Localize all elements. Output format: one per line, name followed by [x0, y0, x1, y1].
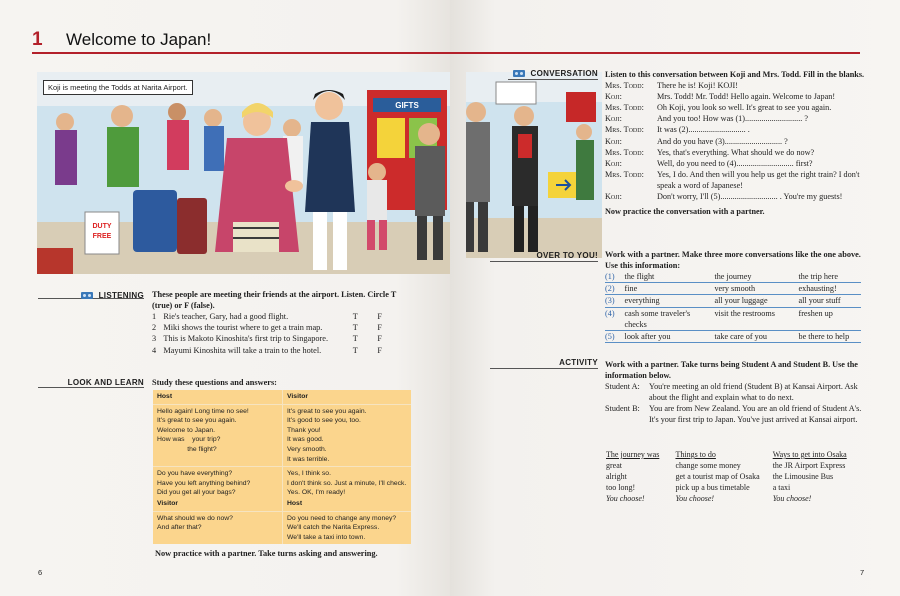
- listening-item: [152, 345, 402, 356]
- visitor-host-table: [153, 497, 411, 544]
- svg-text:DUTY: DUTY: [92, 223, 112, 230]
- activity-options: [606, 449, 862, 504]
- speaker: Mrs. Todd:: [605, 169, 644, 179]
- true-option[interactable]: T: [352, 345, 358, 355]
- column-header: The journey was: [606, 450, 660, 459]
- conversation-rule: [508, 79, 598, 80]
- speaker: Mrs. Todd:: [605, 81, 644, 91]
- airport-illustration-left: [37, 72, 450, 274]
- cell: exhausting!: [798, 284, 837, 294]
- you-choose: You choose!: [606, 494, 645, 503]
- page-number-left: 6: [38, 568, 43, 577]
- unit-number: 1: [32, 29, 43, 50]
- activity-rule: [490, 368, 598, 369]
- dialogue-line: [605, 80, 865, 91]
- student-text: You are from New Zealand. You are an old friend of Student A's. It's your first trip to Japan. You've just arrived at Kansai airport.: [649, 404, 862, 425]
- title-rule-right: [450, 52, 860, 54]
- student-b: [605, 403, 865, 425]
- phrase: Did you get all your bags?: [157, 489, 236, 497]
- item-text: This is Makoto Kinoshita's first trip to Singapore.: [163, 334, 329, 344]
- host-phrases: [153, 467, 282, 500]
- row-number: (5): [605, 332, 615, 342]
- phrase: And after that?: [157, 524, 202, 532]
- cell: the journey: [714, 272, 752, 281]
- item-text: Rie's teacher, Gary, had a good flight.: [163, 312, 289, 321]
- conversation-instruction: Listen to this conversation between Koji and Mrs. Todd. Fill in the blanks.: [605, 70, 865, 79]
- look-learn-instruction: Study these questions and answers:: [152, 378, 277, 387]
- false-option[interactable]: F: [377, 345, 382, 355]
- conversation-practice: Now practice the conversation with a partner.: [605, 207, 765, 217]
- cell: visit the restrooms: [714, 308, 775, 318]
- phrase: What should we do now?: [157, 514, 233, 522]
- host-header: Host: [282, 497, 411, 511]
- phrase: I don't think so. Just a minute, I'll check.: [287, 479, 407, 487]
- item-number: 2: [152, 323, 157, 333]
- speaker: Koji:: [605, 136, 622, 146]
- table-row: [605, 295, 861, 307]
- cell: freshen up: [798, 308, 833, 318]
- listening-instruction: These people are meeting their friends at the airport. Listen. Circle T (true) or F (false).: [152, 290, 397, 310]
- phrase: It's great to see you again.: [157, 417, 237, 425]
- item-text: Mayumi Kinoshita will take a train to the hotel.: [163, 345, 322, 355]
- cell: all your stuff: [798, 296, 841, 306]
- speaker: Mrs. Todd:: [605, 125, 644, 135]
- phrase: It's good to see you, too.: [287, 417, 361, 425]
- visitor-phrases: [282, 405, 411, 467]
- table-row: [153, 466, 411, 500]
- listening-item: [152, 322, 402, 333]
- dialogue-line: [605, 91, 865, 102]
- option: pick up a bus timetable: [675, 483, 750, 492]
- listening-item: [152, 333, 402, 344]
- phrase: It was terrible.: [287, 455, 330, 463]
- option: too long!: [606, 483, 636, 492]
- options-column: [675, 449, 772, 504]
- dialogue-line: [605, 147, 865, 158]
- column-header: Things to do: [675, 450, 716, 459]
- student-label: Student A:: [605, 382, 640, 392]
- table-header: [153, 390, 411, 404]
- column-header: Ways to get into Osaka: [772, 450, 847, 459]
- page-number-right: 7: [860, 568, 865, 577]
- over-to-you-label: OVER TO YOU!: [536, 251, 598, 260]
- airport-scene-right-image: [466, 72, 602, 258]
- cell: be there to help: [798, 332, 850, 342]
- airport-scene-image: [37, 72, 450, 274]
- listening-list: [152, 311, 402, 356]
- student-text: You're meeting an old friend (Student B) at Kansai Airport. Ask about the flight and explain what to do next.: [649, 382, 858, 403]
- over-to-you-rule: [490, 261, 598, 262]
- cd-audio-icon: [81, 292, 93, 299]
- phrase: Yes, I think so.: [287, 470, 331, 478]
- conversation-block: [605, 69, 865, 217]
- listening-label-text: LISTENING: [98, 291, 144, 300]
- shop-sign: GIFTS: [395, 101, 419, 110]
- table-row: [605, 308, 861, 331]
- table-header: [153, 497, 411, 511]
- activity-label: ACTIVITY: [559, 358, 598, 367]
- option: the JR Airport Express: [772, 461, 846, 470]
- row-number: (3): [605, 296, 615, 306]
- speaker: Koji:: [605, 158, 622, 168]
- item-number: 1: [152, 312, 157, 321]
- phrase: Yes. OK, I'm ready!: [287, 489, 346, 497]
- option: change some money: [675, 461, 741, 470]
- phrase: Thank you!: [287, 426, 321, 434]
- fill-blank-3[interactable]: And do you have (3)............................ ?: [657, 136, 788, 146]
- table-row: [153, 404, 411, 467]
- true-option[interactable]: T: [352, 312, 358, 321]
- row-number: (1): [605, 272, 615, 281]
- phrase: Very smooth.: [287, 445, 327, 453]
- cd-audio-icon: [513, 70, 525, 77]
- false-option[interactable]: F: [377, 323, 382, 333]
- option: get a tourist map of Osaka: [675, 472, 760, 481]
- fill-blank-2[interactable]: It was (2)............................ .: [657, 125, 750, 135]
- title-rule: [32, 52, 450, 54]
- phrase: the flight?: [157, 445, 217, 453]
- host-header: Host: [157, 393, 173, 400]
- dialogue-line: [605, 158, 865, 169]
- phrase: Do you have everything?: [157, 470, 233, 478]
- look-learn-rule: [38, 387, 144, 388]
- visitor-header: Visitor: [157, 500, 179, 507]
- true-option[interactable]: T: [352, 334, 358, 344]
- line-text: Yes, I do. And then will you help us get the right train? I don't speak a word of Japanese!: [657, 169, 860, 190]
- host-visitor-table: [153, 390, 411, 500]
- line-text: Mrs. Todd! Mr. Todd! Hello again. Welcome to Japan!: [657, 92, 836, 102]
- line-text: Yes, that's everything. What should we do now?: [657, 147, 815, 157]
- you-choose: You choose!: [772, 494, 812, 503]
- item-number: 3: [152, 334, 157, 344]
- airport-illustration-right: [466, 72, 602, 258]
- phrase: How was your trip?: [157, 436, 221, 444]
- table-row: [605, 283, 861, 295]
- phrase: Hello again! Long time no see!: [157, 407, 249, 415]
- visitor-phrases: [282, 467, 411, 500]
- option: great: [606, 461, 622, 470]
- cell: all your luggage: [714, 296, 768, 306]
- activity-instruction: Work with a partner. Take turns being Student A and Student B. Use the information below.: [605, 360, 858, 381]
- dialogue-line: [605, 169, 865, 191]
- fill-blank-5[interactable]: Don't worry, I'll (5)............................ . You're my guests!: [657, 192, 843, 202]
- listening-label: [40, 291, 144, 300]
- cell: fine: [624, 284, 638, 294]
- unit-title: Welcome to Japan!: [66, 30, 212, 49]
- line-text: Oh Koji, you look so well. It's great to see you again.: [657, 103, 832, 113]
- cell: take care of you: [714, 332, 767, 342]
- fill-blank-1[interactable]: And you too! How was (1)............................ ?: [657, 114, 808, 124]
- visitor-phrases: [153, 512, 282, 545]
- speaker: Koji:: [605, 92, 622, 102]
- item-number: 4: [152, 345, 157, 355]
- options-column: [606, 449, 675, 504]
- option: the Limousine Bus: [772, 472, 834, 481]
- cell: look after you: [624, 332, 671, 342]
- speaker: Koji:: [605, 192, 622, 202]
- true-option[interactable]: T: [352, 323, 358, 333]
- dialogue-line: [605, 136, 865, 147]
- student-a: [605, 381, 865, 403]
- phrase: Have you left anything behind?: [157, 479, 251, 487]
- options-column: [773, 449, 862, 504]
- speaker: Mrs. Todd:: [605, 103, 644, 113]
- you-choose: You choose!: [675, 494, 715, 503]
- phrase: Do you need to change any money?: [287, 514, 397, 522]
- phrase: We'll take a taxi into town.: [287, 533, 366, 541]
- over-to-you-instruction: Work with a partner. Make three more conversations like the one above. Use this information:: [605, 250, 861, 270]
- row-number: (2): [605, 284, 615, 294]
- cell: cash some traveler's checks: [624, 308, 691, 329]
- option: a taxi: [772, 483, 791, 492]
- speaker: Mrs. Todd:: [605, 147, 644, 157]
- item-text: Miki shows the tourist where to get a train map.: [163, 323, 323, 333]
- table-row: [605, 331, 861, 343]
- look-learn-label: LOOK AND LEARN: [67, 378, 144, 387]
- host-phrases: [282, 512, 411, 545]
- option: alright: [606, 472, 627, 481]
- table-row: [153, 511, 411, 545]
- phrase: It was good.: [287, 436, 324, 444]
- speaker: Koji:: [605, 114, 622, 124]
- dialogue-line: [605, 113, 865, 124]
- fill-blank-4[interactable]: Well, do you need to (4)............................ first?: [657, 158, 813, 168]
- over-to-you-table: [605, 271, 861, 343]
- phrase: We'll catch the Narita Express.: [287, 524, 380, 532]
- cell: very smooth: [714, 284, 756, 294]
- svg-text:FREE: FREE: [92, 233, 112, 240]
- phrase: It's great to see you again.: [287, 407, 367, 415]
- table-row: [605, 271, 861, 283]
- activity-block: [605, 359, 865, 426]
- student-label: Student B:: [605, 404, 640, 414]
- host-phrases: [153, 405, 282, 467]
- line-text: There he is! Koji! KOJI!: [657, 81, 738, 91]
- dialogue-line: [605, 102, 865, 113]
- cell: the trip here: [798, 272, 839, 281]
- look-learn-practice: Now practice with a partner. Take turns asking and answering.: [155, 549, 378, 558]
- phrase: Welcome to Japan.: [157, 426, 216, 434]
- dialogue-line: [605, 191, 865, 202]
- cell: the flight: [624, 272, 655, 281]
- visitor-header: Visitor: [282, 390, 411, 404]
- listening-item: [152, 311, 402, 322]
- conversation-label: [508, 69, 598, 78]
- false-option[interactable]: F: [377, 312, 382, 321]
- dialogue-line: [605, 124, 865, 135]
- illustration-caption: Koji is meeting the Todds at Narita Airport.: [43, 80, 193, 95]
- conversation-label-text: CONVERSATION: [530, 69, 598, 78]
- row-number: (4): [605, 308, 615, 318]
- false-option[interactable]: F: [377, 334, 382, 344]
- cell: everything: [624, 296, 660, 306]
